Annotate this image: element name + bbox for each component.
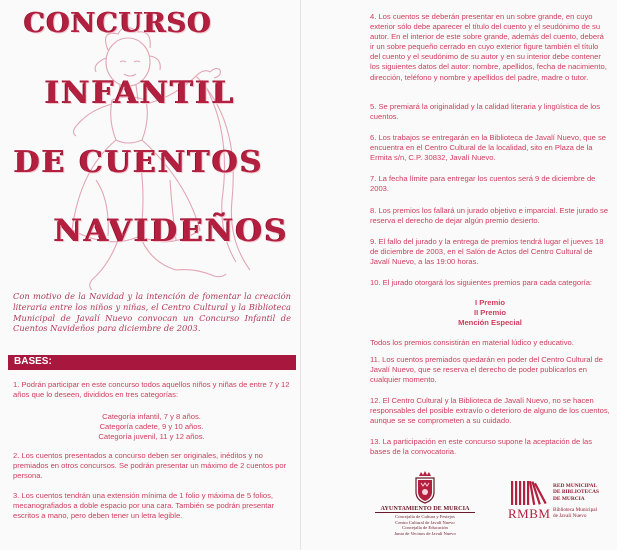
- rule-4: 4. Los cuentos se deberán presentar en un sobre grande, en cuyo exterior sólo debe aparecer el título del cuento y el seudónimo de su autor. En el interior de este sobre grande, además del cuento, deberá ir un sobre pequeño cerrado en cuyo exterior figure también el título del cuento y el seudónimo de su autor y en su interior debe contener los siguientes datos del autor: nombre, apellidos, fecha de nacimiento, dirección, teléfono y nombre y apellidos del padre, madre o tutor.: [370, 12, 607, 82]
- rule-2: 2. Los cuentos presentados a concurso deben ser originales, inéditos y no premiados en otros concursos. Se podrán presentar un máximo de 2 cuentos por persona.: [13, 451, 287, 481]
- title-line-3: DE CUENTOS: [14, 145, 264, 180]
- red-sub-line: de Javalí Nuevo: [553, 513, 587, 520]
- red-title-line: DE MURCIA: [553, 495, 585, 502]
- murcia-crest-icon: [412, 470, 438, 504]
- rule-5: 5. Se premiará la originalidad y la calidad literaria y lingüística de los cuentos.: [370, 102, 601, 122]
- red-municipal-subtitle: [553, 507, 613, 519]
- title-line-2: INFANTIL: [45, 75, 236, 111]
- red-municipal-title: [553, 483, 613, 502]
- category-item: Categoría juvenil, 11 y 12 años.: [98, 432, 205, 441]
- ayuntamiento-line: Concejalía de Educación: [402, 525, 448, 531]
- ayuntamiento-line: Junta de Vecinos de Javalí Nuevo: [394, 530, 456, 536]
- intro-paragraph: Con motivo de la Navidad y la intención de fomentar la creación literaria entre los niños y niñas, el Centro Cultural y la Biblioteca Municipal de Javalí Nuevo convocan un Concurso Infantil de Cuentos Navideños para diciembre de 2003.: [13, 291, 291, 334]
- prize-item: II Premio: [473, 308, 507, 317]
- rule-10: 10. El jurado otorgará los siguientes premios para cada categoría:: [370, 278, 593, 287]
- rule-3: 3. Los cuentos tendrán una extensión mínima de 1 folio y máxima de 5 folios, mecanografiados a doble espacio por una cara. También se podrán presentar escritos a mano, pero deben tener un letra legible.: [13, 491, 275, 521]
- bases-heading: BASES:: [14, 356, 52, 367]
- prize-item: I Premio: [475, 298, 505, 307]
- red-title-line: DE BIBLIOTECAS: [553, 489, 599, 496]
- right-panel: [300, 0, 617, 550]
- title-artwork: [0, 0, 300, 300]
- rule-6: 6. Los trabajos se entregarán en la Biblioteca de Javalí Nuevo, que se encuentra en el Centro Cultural de la localidad, sito en Plaza de la Ermita s/n, C.P. 30832, Javalí Nuevo.: [370, 133, 606, 163]
- prizes-note: Todos los premios consistirán en material lúdico y educativo.: [370, 338, 574, 347]
- ayuntamiento-subtitle: [370, 514, 480, 536]
- ayuntamiento-line: Centro Cultural de Javalí Nuevo: [395, 519, 455, 525]
- title-line-4: NAVIDEÑOS: [54, 213, 289, 249]
- rmbm-bars-logo-icon: [510, 479, 550, 507]
- rule-12: 12. El Centro Cultural y la Biblioteca de Javalí Nuevo, no se hacen responsables del posible extravío o deterioro de alguno de los cuentos, aunque se se comprometen a su cuidado.: [370, 396, 610, 426]
- rule-13: 13. La participación en este concurso supone la aceptación de las bases de la convocatoria.: [370, 437, 593, 457]
- red-title-line: RED MUNICIPAL: [553, 483, 598, 489]
- rmbm-logo-text: RMBM: [508, 506, 551, 521]
- red-sub-line: Biblioteca Municipal: [553, 507, 597, 513]
- category-item: Categoría infantil, 7 y 8 años.: [102, 412, 201, 421]
- rule-7: 7. La fecha límite para entregar los cuentos será 9 de diciembre de 2003.: [370, 174, 596, 194]
- rule-9: 9. El fallo del jurado y la entrega de premios tendrá lugar el jueves 18 de diciembre de 2003, en el Salón de Actos del Centro Cultural de Javalí Nuevo, a las 19:00 horas.: [370, 237, 604, 267]
- ayuntamiento-title: AYUNTAMIENTO DE MURCIA: [375, 505, 475, 513]
- prize-item: Mención Especial: [458, 318, 522, 327]
- rule-1: 1. Podrán participar en este concurso todos aquellos niños y niñas de entre 7 y 12 años que lo deseen, divididos en tres categorías:: [13, 380, 290, 400]
- title-line-1: CONCURSO: [24, 8, 213, 39]
- category-item: Categoría cadete, 9 y 10 años.: [99, 422, 204, 431]
- rule-8: 8. Los premios los fallará un jurado objetivo e imparcial. Este jurado se reserva el derecho de dejar algún premio desierto.: [370, 206, 609, 226]
- sponsor-logos: [300, 465, 617, 550]
- rule-11: 11. Los cuentos premiados quedarán en poder del Centro Cultural de Javalí Nuevo, que se reserva el derecho de poder publicarlos en cualquier momento.: [370, 355, 603, 385]
- left-panel: [0, 0, 300, 550]
- bases-heading-bar: [8, 355, 296, 370]
- ayuntamiento-line: Concejalía de Cultura y Festejos: [395, 514, 455, 519]
